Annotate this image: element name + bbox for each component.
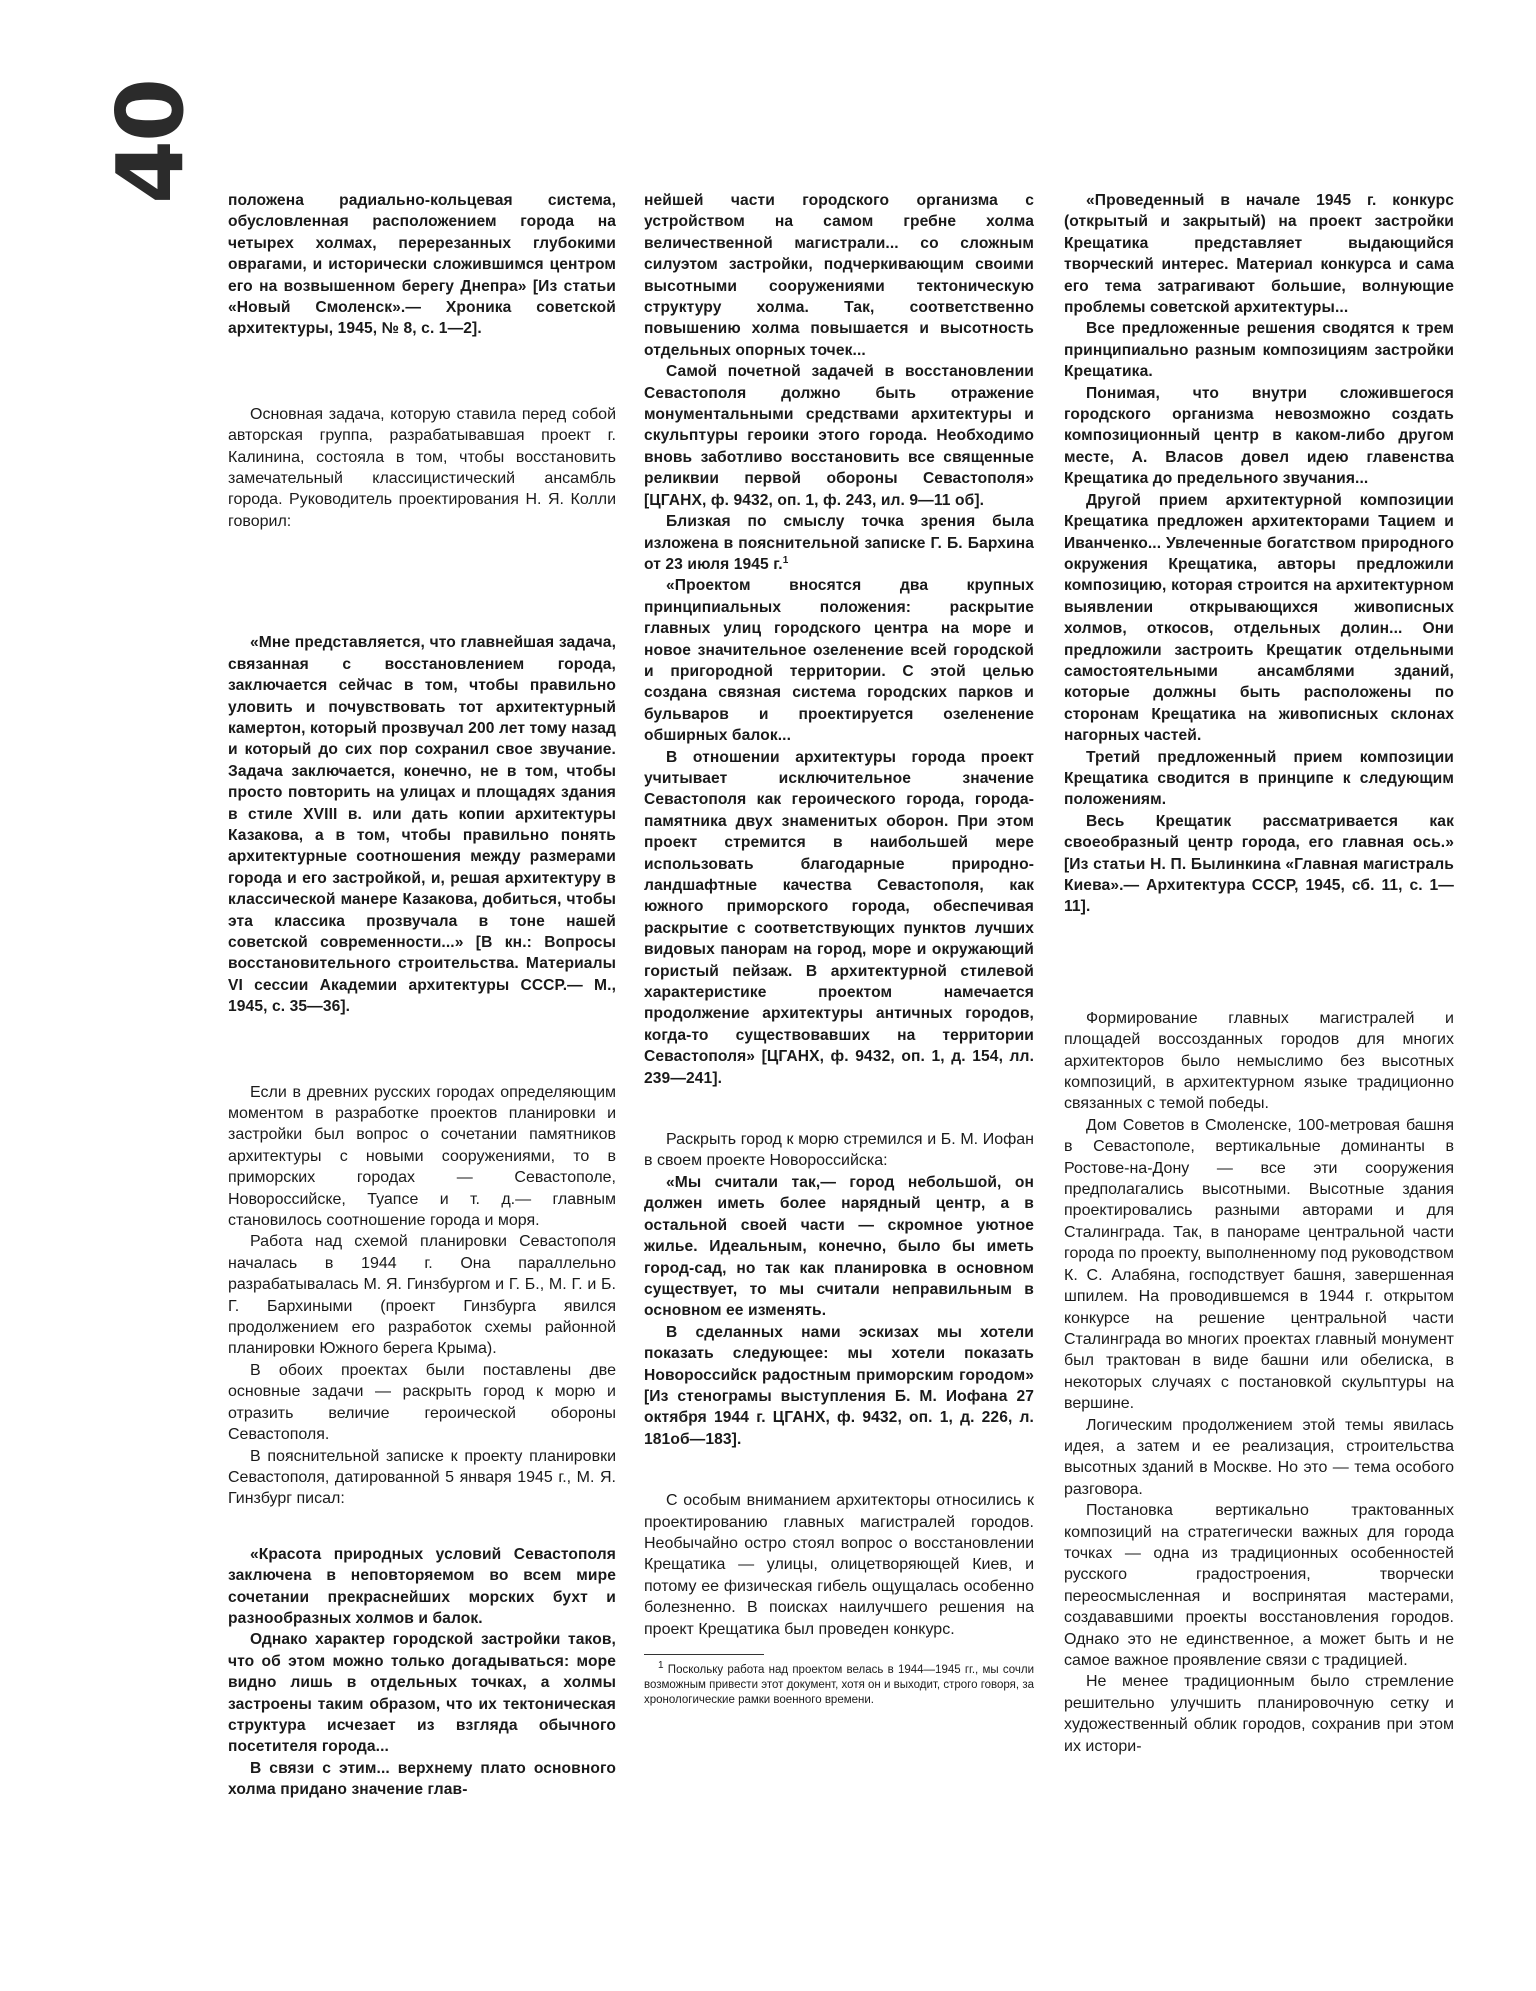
paragraph: В обоих проектах были поставлены две основные задачи — раскрыть город к морю и отразить величие героической обороны Севастополя. (228, 1361, 616, 1444)
paragraph: С особым вниманием архитекторы относились к проектированию главных магистралей городов. Необычайно остро стоял вопрос о восстановлении Крещатика — улицы, олицетворяющей Киев, и потому ее физическая гибель ощущалась особенно болезненно. В поисках наилучшего решения на проект Крещатика был проведен конкурс. (644, 1492, 1034, 1638)
text-column-middle (644, 190, 1034, 1708)
paragraph: Логическим продолжением этой темы явилась идея, а затем и ее реализация, строительства высотных зданий в Москве. Но это — тема особого разговора. (1064, 1416, 1454, 1498)
paragraph: В пояснительной записке к проекту планировки Севастополя, датированной 5 января 1945 г., М. Я. Гинзбург писал: (228, 1447, 616, 1508)
paragraph: Однако характер городской застройки таков, что об этом можно только догадываться: море видно лишь в отдельных точках, а холмы застроены таким образом, что их тектоническая структура исчезает из взгляда обычного посетителя города... (228, 1631, 616, 1756)
paragraph: Весь Крещатик рассматривается как своеобразный центр города, его главная ось.» [Из статьи Н. П. Былинкина «Главная магистраль Киева».— Архитектура СССР, 1945, сб. 11, с. 1—11]. (1064, 812, 1454, 916)
paragraph: В сделанных нами эскизах мы хотели показать следующее: мы хотели показать Новороссийск радостным приморским городом» [Из стенограмы выступления Б. М. Иофана 27 октября 1944 г. ЦГАНХ, ф. 9432, оп. 1, д. 226, л. 181об—183]. (644, 1323, 1034, 1448)
paragraph: «Мы считали так,— город небольшой, он должен иметь более нарядный центр, а в остальной своей части — скромное уютное жилье. Идеальным, конечно, было бы иметь город-сад, но так как планировка в основном существует, то мы считали неправильным в основном ее изменять. (644, 1173, 1034, 1320)
paragraph: Дом Советов в Смоленске, 100-метровая башня в Севастополе, вертикальные доминанты в Ростове-на-Дону — все эти сооружения предполагались высотными. Высотные здания проектировались разными авторами и для Сталинграда. Так, в панораме центральной части города по проекту, выполненному под руководством К. С. Алабяна, господствует башня, завершенная шпилем. На проводившемся в 1944 г. открытом конкурсе на решение центральной части Сталинграда во многих проектах главный монумент был трактован в виде башни или обелиска, в некоторых случаях с постановкой скульптуры на вершине. (1064, 1116, 1454, 1413)
paragraph: Раскрыть город к морю стремился и Б. М. Иофан в своем проекте Новороссийска: (644, 1131, 1034, 1170)
footnote-divider (644, 1654, 764, 1655)
paragraph: «Мне представляется, что главнейшая задача, связанная с восстановлением города, заключается сейчас в том, чтобы правильно уловить и почувствовать тот архитектурный камертон, который прозвучал 200 лет тому назад и который до сих пор сохранил свое звучание. Задача заключается, конечно, не в том, чтобы просто повторить на улицах и площадях здания в стиле XVIII в. или дать копии архитектуры Казакова, а в том, чтобы правильно понять архитектурные соотношения между размерами города и его застройкой, и, решая архитектуру в классической манере Казакова, добиться, чтобы эта классика прозвучала в тоне нашей советской современности...» [В кн.: Вопросы восстановительного строительства. Материалы VI сессии Академии архитектуры СССР.— М., 1945, с. 35—36]. (228, 634, 616, 1016)
paragraph: Постановка вертикально трактованных композиций на стратегически важных для города точках — одна из традиционных особенностей русского градостроения, творчески переосмысленная и воспринятая мастерами, создававшими проекты восстановления городов. Однако это не единственное, а может быть и не самое важное проявление связи с традицией. (1064, 1502, 1454, 1669)
paragraph: Основная задача, которую ставила перед собой авторская группа, разрабатывавшая проект г. Калинина, состояла в том, чтобы восстановить замечательный классицистический ансамбль города. Руководитель проектирования Н. Я. Колли говорил: (228, 405, 616, 530)
paragraph: Третий предложенный прием композиции Крещатика сводится в принципе к следующим положениям. (1064, 748, 1454, 809)
paragraph: Формирование главных магистралей и площадей воссозданных городов для многих архитекторов было немыслимо без высотных композиций, в архитектурном языке традиционно связанных с темой победы. (1064, 1009, 1454, 1113)
footnote (644, 1660, 1034, 1708)
paragraph-text: Близкая по смыслу точка зрения была изложена в пояснительной записке Г. Б. Бархина от 23 июля 1945 г. (644, 513, 1034, 573)
footnote-mark: 1 (782, 554, 789, 566)
footnote-number: 1 (658, 1660, 664, 1672)
paragraph: нейшей части городского организма с устройством на самом гребне холма величественной магистрали... со сложным силуэтом застройки, подчеркивающим своими высотными сооружениями тектоническую структуру холма. Так, соответственно повышению холма повышается и высотность отдельных опорных точек... (644, 192, 1034, 359)
paragraph (644, 511, 1034, 575)
paragraph: Работа над схемой планировки Севастополя началась в 1944 г. Она параллельно разрабатывалась М. Я. Гинзбургом и Г. Б., М. Г. и Б. Г. Бархиными (проект Гинзбурга явился продолжением его разработок схемы районной планировки Южного берега Крыма). (228, 1233, 616, 1358)
paragraph: Не менее традиционным было стремление решительно улучшить планировочную сетку и художественный облик городов, сохранив при этом их истори- (1064, 1673, 1454, 1755)
paragraph: «Проведенный в начале 1945 г. конкурс (открытый и закрытый) на проект застройки Крещатика представляет выдающийся творческий интерес. Материал конкурса и сама его тема затрагивают большие, волнующие проблемы советской архитектуры... (1064, 192, 1454, 317)
paragraph: В связи с этим... верхнему плато основного холма придано значение глав- (228, 1759, 616, 1799)
paragraph: положена радиально-кольцевая система, обусловленная расположением города на четырех холмах, перерезанных глубокими оврагами, и исторически сложившимся центром его на возвышенном берегу Днепра» [Из статьи «Новый Смоленск».— Хроника советской архитектуры, 1945, № 8, с. 1—2]. (228, 192, 616, 338)
text-column-right (1064, 190, 1454, 1757)
paragraph: Другой прием архитектурной композиции Крещатика предложен архитекторами Тацием и Иванченко... Увлеченные богатством природного окружения Крещатика, авторы предложили композицию, которая строится на архитектурном выявлении открывающихся живописных холмов, откосов, отдельных долин... Они предложили застроить Крещатик отдельными самостоятельными ансамблями зданий, которые должны быть расположены по сторонам Крещатика на живописных склонах нагорных частей. (1064, 491, 1454, 745)
paragraph: Все предложенные решения сводятся к трем принципиально разным композициям застройки Крещатика. (1064, 320, 1454, 381)
paragraph: Самой почетной задачей в восстановлении Севастополя должно быть отражение монументальными средствами архитектуры и скульптуры героики этого города. Необходимо вновь заботливо восстановить все священные реликвии первой обороны Севастополя» [ЦГАНХ, ф. 9432, оп. 1, ф. 243, ил. 9—11 об]. (644, 363, 1034, 509)
paragraph: Понимая, что внутри сложившегося городского организма невозможно создать композиционный центр в каком-либо другом месте, А. Власов довел идею главенства Крещатика до предельного звучания... (1064, 384, 1454, 488)
page-number (96, 79, 206, 205)
paragraph: «Красота природных условий Севастополя заключена в неповторяемом во всем мире сочетании прекраснейших морских бухт и разнообразных холмов и балок. (228, 1545, 616, 1627)
footnote-text: Поскольку работа над проектом велась в 1944—1945 гг., мы сочли возможным привести этот документ, хотя он и выходит, строго говоря, за хронологические рамки военного времени. (644, 1664, 1034, 1706)
paragraph: «Проектом вносятся два крупных принципиальных положения: раскрытие главных улиц городского центра на море и новое значительное озеленение всей городской и пригородной территории. С этой целью создана связная система городских парков и бульваров и проектируется озеленение обширных балок... (644, 577, 1034, 745)
paragraph: Если в древних русских городах определяющим моментом в разработке проектов планировки и застройки был вопрос о сочетании памятников архитектуры с новыми сооружениями, то в приморских городах — Севастополе, Новороссийске, Туапсе и т. д.— главным становилось соотношение города и моря. (228, 1083, 616, 1230)
text-column-left (228, 190, 616, 1801)
page-number-text: 40 (97, 79, 204, 205)
paragraph: В отношении архитектуры города проект учитывает исключительное значение Севастополя как героического города, города-памятника двух знаменитых оборон. При этом проект стремится в наибольшей мере использовать благодарные природно-ландшафтные качества Севастополя, как южного приморского города, обеспечивая раскрытие с соответствующих пунктов лучших видовых панорам на город, море и окружающий гористый пейзаж. В архитектурной стилевой характеристике проектом намечается продолжение архитектуры античных городов, когда-то существовавших на территории Севастополя» [ЦГАНХ, ф. 9432, оп. 1, д. 154, лл. 239—241]. (644, 748, 1034, 1087)
